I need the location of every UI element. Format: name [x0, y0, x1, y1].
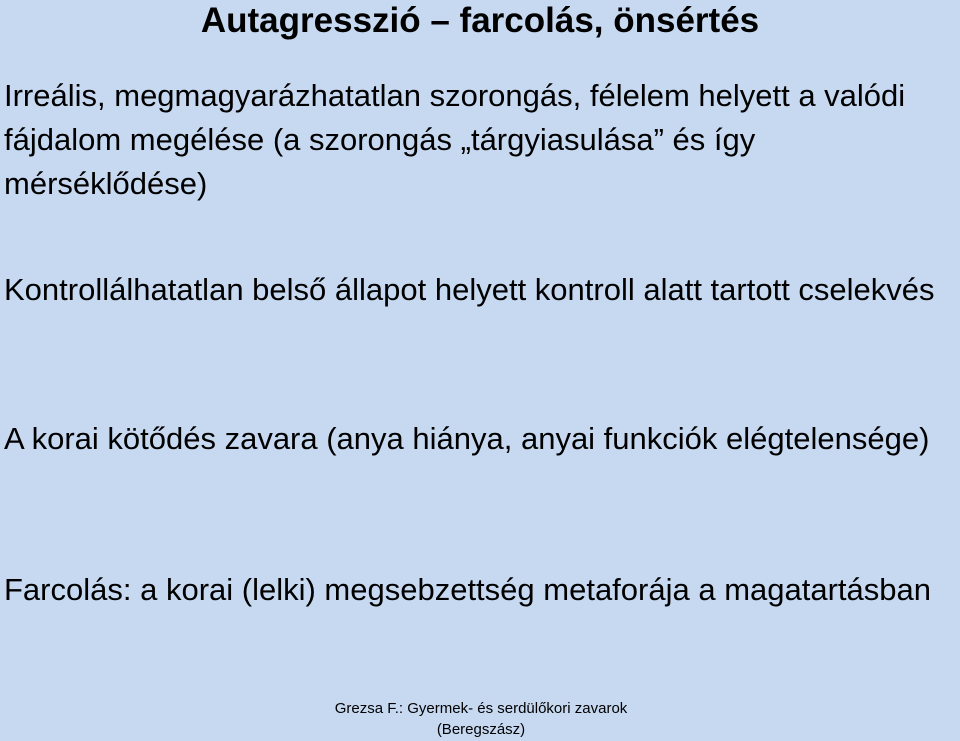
paragraph-anxiety: Irreális, megmagyarázhatatlan szorongás, félelem helyett a valódi fájdalom megélése (a szorongás „tárgyiasulása” és így mérséklődése): [4, 78, 906, 201]
paragraph-control: Kontrollálhatatlan belső állapot helyett kontroll alatt tartott cselekvés: [4, 272, 935, 307]
paragraph-metaphor: Farcolás: a korai (lelki) megsebzettség metaforája a magatartásban: [4, 572, 931, 607]
slide-title: Autagresszió – farcolás, önsértés: [200, 1, 760, 40]
footer-citation: Grezsa F.: Gyermek- és serdülőkori zavarok: [334, 700, 628, 717]
paragraph-attachment: A korai kötődés zavara (anya hiánya, anyai funkciók elégtelensége): [4, 421, 930, 456]
footer-location: (Beregszász): [436, 721, 526, 738]
slide-footer: [301, 698, 661, 740]
